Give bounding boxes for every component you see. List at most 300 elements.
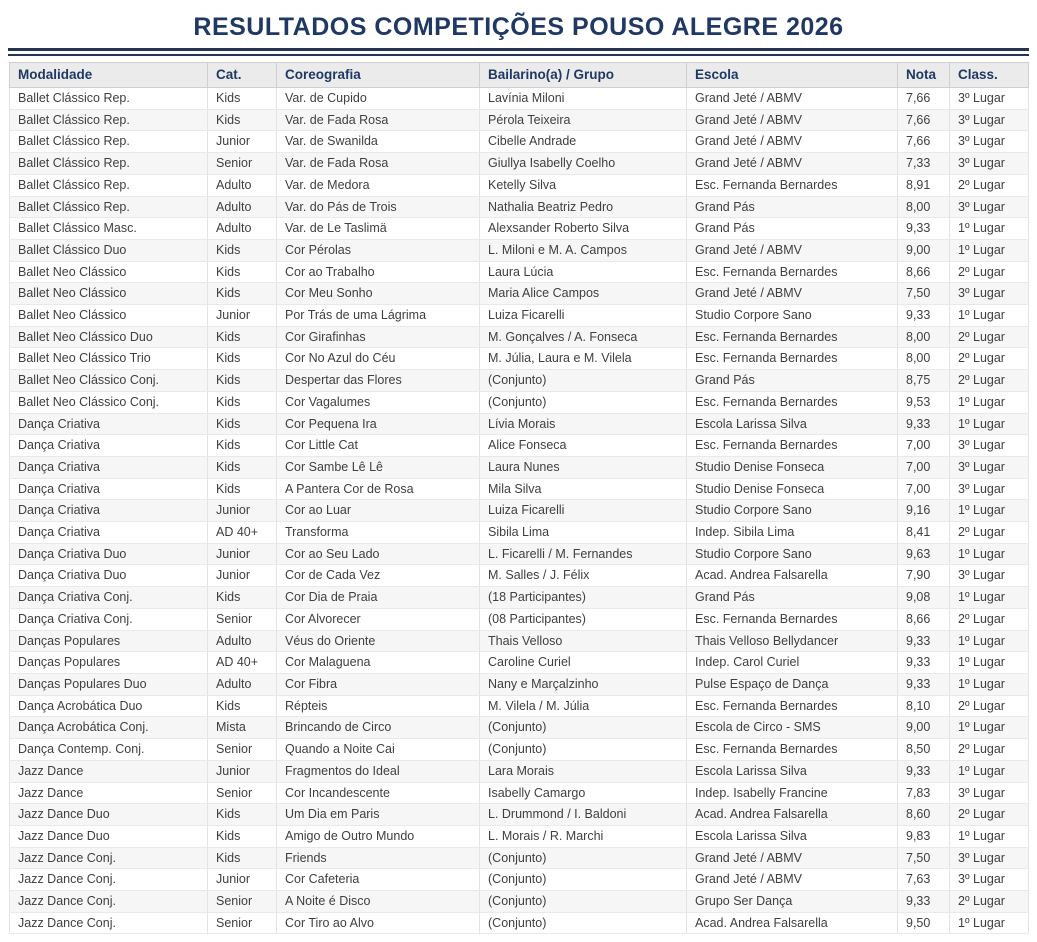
- cell-class: 1º Lugar: [950, 218, 1029, 240]
- table-row: [10, 825, 1029, 847]
- cell-coreografia: Répteis: [277, 695, 480, 717]
- cell-class: 1º Lugar: [950, 652, 1029, 674]
- cell-bailarino: L. Drummond / I. Baldoni: [480, 804, 687, 826]
- column-header-coreografia: Coreografia: [277, 63, 480, 88]
- cell-modalidade: Ballet Clássico Rep.: [10, 131, 208, 153]
- cell-modalidade: Jazz Dance: [10, 760, 208, 782]
- table-row: [10, 456, 1029, 478]
- cell-modalidade: Ballet Neo Clássico Conj.: [10, 391, 208, 413]
- cell-cat: Kids: [208, 825, 277, 847]
- cell-cat: Kids: [208, 370, 277, 392]
- table-row: [10, 370, 1029, 392]
- cell-cat: Senior: [208, 912, 277, 934]
- cell-coreografia: Cor Dia de Praia: [277, 587, 480, 609]
- cell-class: 1º Lugar: [950, 825, 1029, 847]
- table-row: [10, 760, 1029, 782]
- cell-coreografia: Transforma: [277, 522, 480, 544]
- cell-modalidade: Dança Criativa: [10, 456, 208, 478]
- cell-modalidade: Jazz Dance Conj.: [10, 847, 208, 869]
- cell-class: 3º Lugar: [950, 131, 1029, 153]
- cell-escola: Escola Larissa Silva: [687, 760, 898, 782]
- cell-coreografia: Brincando de Circo: [277, 717, 480, 739]
- cell-cat: Kids: [208, 283, 277, 305]
- cell-modalidade: Jazz Dance Duo: [10, 825, 208, 847]
- cell-class: 2º Lugar: [950, 891, 1029, 913]
- cell-bailarino: Isabelly Camargo: [480, 782, 687, 804]
- cell-bailarino: Nathalia Beatriz Pedro: [480, 196, 687, 218]
- cell-class: 1º Lugar: [950, 239, 1029, 261]
- cell-class: 2º Lugar: [950, 261, 1029, 283]
- cell-nota: 8,60: [898, 804, 950, 826]
- title-divider: [8, 48, 1029, 56]
- cell-coreografia: Cor Vagalumes: [277, 391, 480, 413]
- table-row: [10, 522, 1029, 544]
- cell-cat: Senior: [208, 739, 277, 761]
- cell-bailarino: M. Júlia, Laura e M. Vilela: [480, 348, 687, 370]
- cell-bailarino: M. Salles / J. Félix: [480, 565, 687, 587]
- table-row: [10, 109, 1029, 131]
- cell-coreografia: Cor ao Luar: [277, 500, 480, 522]
- cell-modalidade: Dança Criativa Duo: [10, 543, 208, 565]
- cell-coreografia: Var. do Pás de Trois: [277, 196, 480, 218]
- cell-nota: 7,63: [898, 869, 950, 891]
- cell-escola: Grand Pás: [687, 587, 898, 609]
- cell-coreografia: Cor No Azul do Céu: [277, 348, 480, 370]
- cell-escola: Studio Corpore Sano: [687, 500, 898, 522]
- table-row: [10, 478, 1029, 500]
- cell-escola: Esc. Fernanda Bernardes: [687, 435, 898, 457]
- cell-bailarino: (Conjunto): [480, 739, 687, 761]
- cell-modalidade: Ballet Neo Clássico Duo: [10, 326, 208, 348]
- cell-cat: Adulto: [208, 174, 277, 196]
- cell-modalidade: Ballet Clássico Masc.: [10, 218, 208, 240]
- table-row: [10, 891, 1029, 913]
- cell-class: 3º Lugar: [950, 435, 1029, 457]
- cell-escola: Acad. Andrea Falsarella: [687, 565, 898, 587]
- table-row: [10, 565, 1029, 587]
- cell-modalidade: Dança Criativa Conj.: [10, 587, 208, 609]
- table-row: [10, 305, 1029, 327]
- cell-coreografia: Cor Alvorecer: [277, 608, 480, 630]
- cell-cat: Junior: [208, 305, 277, 327]
- cell-class: 1º Lugar: [950, 543, 1029, 565]
- cell-class: 1º Lugar: [950, 912, 1029, 934]
- cell-coreografia: Friends: [277, 847, 480, 869]
- cell-class: 3º Lugar: [950, 283, 1029, 305]
- cell-class: 3º Lugar: [950, 565, 1029, 587]
- cell-modalidade: Jazz Dance: [10, 782, 208, 804]
- column-header-class: Class.: [950, 63, 1029, 88]
- cell-coreografia: Cor Sambe Lê Lê: [277, 456, 480, 478]
- cell-coreografia: Cor ao Seu Lado: [277, 543, 480, 565]
- cell-class: 3º Lugar: [950, 782, 1029, 804]
- cell-nota: 9,33: [898, 413, 950, 435]
- table-row: [10, 131, 1029, 153]
- cell-class: 2º Lugar: [950, 608, 1029, 630]
- table-row: [10, 630, 1029, 652]
- cell-nota: 7,66: [898, 109, 950, 131]
- cell-escola: Esc. Fernanda Bernardes: [687, 739, 898, 761]
- table-row: [10, 673, 1029, 695]
- cell-coreografia: Cor Pérolas: [277, 239, 480, 261]
- table-row: [10, 196, 1029, 218]
- cell-bailarino: Thais Velloso: [480, 630, 687, 652]
- cell-coreografia: Cor Malaguena: [277, 652, 480, 674]
- cell-cat: Kids: [208, 456, 277, 478]
- cell-escola: Indep. Isabelly Francine: [687, 782, 898, 804]
- cell-nota: 7,66: [898, 131, 950, 153]
- cell-modalidade: Ballet Clássico Rep.: [10, 109, 208, 131]
- table-row: [10, 153, 1029, 175]
- cell-bailarino: Maria Alice Campos: [480, 283, 687, 305]
- cell-cat: Senior: [208, 891, 277, 913]
- cell-class: 2º Lugar: [950, 739, 1029, 761]
- cell-class: 3º Lugar: [950, 478, 1029, 500]
- cell-nota: 9,83: [898, 825, 950, 847]
- table-row: [10, 218, 1029, 240]
- cell-modalidade: Ballet Clássico Duo: [10, 239, 208, 261]
- cell-modalidade: Ballet Clássico Rep.: [10, 174, 208, 196]
- cell-bailarino: Lívia Morais: [480, 413, 687, 435]
- cell-class: 2º Lugar: [950, 370, 1029, 392]
- cell-bailarino: (Conjunto): [480, 891, 687, 913]
- cell-modalidade: Ballet Neo Clássico Trio: [10, 348, 208, 370]
- cell-nota: 8,75: [898, 370, 950, 392]
- cell-cat: Kids: [208, 261, 277, 283]
- cell-coreografia: Por Trás de uma Lágrima: [277, 305, 480, 327]
- cell-escola: Esc. Fernanda Bernardes: [687, 348, 898, 370]
- cell-escola: Studio Corpore Sano: [687, 543, 898, 565]
- column-header-nota: Nota: [898, 63, 950, 88]
- cell-bailarino: M. Vilela / M. Júlia: [480, 695, 687, 717]
- cell-class: 2º Lugar: [950, 522, 1029, 544]
- cell-escola: Grand Jeté / ABMV: [687, 283, 898, 305]
- cell-nota: 9,33: [898, 218, 950, 240]
- table-header-row: [10, 63, 1029, 88]
- cell-cat: Junior: [208, 760, 277, 782]
- cell-nota: 7,50: [898, 283, 950, 305]
- table-row: [10, 717, 1029, 739]
- cell-class: 2º Lugar: [950, 326, 1029, 348]
- cell-bailarino: Luiza Ficarelli: [480, 305, 687, 327]
- table-row: [10, 869, 1029, 891]
- cell-cat: Kids: [208, 847, 277, 869]
- cell-class: 1º Lugar: [950, 413, 1029, 435]
- cell-nota: 7,00: [898, 435, 950, 457]
- cell-escola: Grand Jeté / ABMV: [687, 847, 898, 869]
- cell-nota: 9,33: [898, 760, 950, 782]
- page-title: RESULTADOS COMPETIÇÕES POUSO ALEGRE 2026: [193, 13, 844, 41]
- table-row: [10, 88, 1029, 110]
- cell-cat: Mista: [208, 717, 277, 739]
- table-row: [10, 326, 1029, 348]
- cell-class: 3º Lugar: [950, 847, 1029, 869]
- cell-bailarino: Laura Nunes: [480, 456, 687, 478]
- cell-nota: 9,53: [898, 391, 950, 413]
- cell-bailarino: M. Gonçalves / A. Fonseca: [480, 326, 687, 348]
- column-header-bailarino: Bailarino(a) / Grupo: [480, 63, 687, 88]
- cell-bailarino: Laura Lúcia: [480, 261, 687, 283]
- cell-coreografia: Var. de Le Taslimä: [277, 218, 480, 240]
- cell-escola: Escola Larissa Silva: [687, 825, 898, 847]
- cell-bailarino: (Conjunto): [480, 847, 687, 869]
- cell-escola: Grand Jeté / ABMV: [687, 153, 898, 175]
- cell-cat: Junior: [208, 565, 277, 587]
- cell-nota: 7,00: [898, 478, 950, 500]
- cell-modalidade: Dança Acrobática Conj.: [10, 717, 208, 739]
- cell-bailarino: Luiza Ficarelli: [480, 500, 687, 522]
- cell-class: 2º Lugar: [950, 348, 1029, 370]
- cell-nota: 8,66: [898, 261, 950, 283]
- table-row: [10, 847, 1029, 869]
- table-row: [10, 912, 1029, 934]
- cell-bailarino: Giullya Isabelly Coelho: [480, 153, 687, 175]
- cell-cat: Kids: [208, 326, 277, 348]
- cell-cat: Kids: [208, 413, 277, 435]
- cell-nota: 8,10: [898, 695, 950, 717]
- cell-cat: Senior: [208, 153, 277, 175]
- cell-coreografia: Quando a Noite Cai: [277, 739, 480, 761]
- cell-cat: Junior: [208, 500, 277, 522]
- cell-class: 3º Lugar: [950, 88, 1029, 110]
- table-row: [10, 435, 1029, 457]
- cell-nota: 7,00: [898, 456, 950, 478]
- cell-class: 1º Lugar: [950, 673, 1029, 695]
- cell-coreografia: Var. de Medora: [277, 174, 480, 196]
- cell-cat: Kids: [208, 239, 277, 261]
- cell-bailarino: (08 Participantes): [480, 608, 687, 630]
- cell-nota: 9,33: [898, 891, 950, 913]
- cell-escola: Acad. Andrea Falsarella: [687, 912, 898, 934]
- cell-escola: Esc. Fernanda Bernardes: [687, 326, 898, 348]
- cell-modalidade: Ballet Clássico Rep.: [10, 153, 208, 175]
- cell-escola: Grand Pás: [687, 370, 898, 392]
- cell-cat: Senior: [208, 608, 277, 630]
- cell-nota: 8,00: [898, 348, 950, 370]
- cell-modalidade: Dança Criativa: [10, 500, 208, 522]
- results-table: [9, 62, 1029, 934]
- cell-cat: Adulto: [208, 630, 277, 652]
- cell-nota: 7,90: [898, 565, 950, 587]
- cell-escola: Escola Larissa Silva: [687, 413, 898, 435]
- cell-nota: 7,50: [898, 847, 950, 869]
- cell-cat: Kids: [208, 695, 277, 717]
- cell-nota: 9,50: [898, 912, 950, 934]
- cell-coreografia: Var. de Fada Rosa: [277, 153, 480, 175]
- cell-class: 1º Lugar: [950, 630, 1029, 652]
- cell-nota: 8,00: [898, 196, 950, 218]
- cell-coreografia: A Noite é Disco: [277, 891, 480, 913]
- cell-coreografia: Cor Pequena Ira: [277, 413, 480, 435]
- cell-coreografia: Var. de Fada Rosa: [277, 109, 480, 131]
- table-row: [10, 348, 1029, 370]
- cell-modalidade: Dança Criativa: [10, 522, 208, 544]
- cell-nota: 9,33: [898, 305, 950, 327]
- table-row: [10, 608, 1029, 630]
- cell-coreografia: Cor Little Cat: [277, 435, 480, 457]
- cell-cat: Adulto: [208, 196, 277, 218]
- cell-nota: 9,33: [898, 652, 950, 674]
- table-row: [10, 391, 1029, 413]
- cell-bailarino: L. Morais / R. Marchi: [480, 825, 687, 847]
- cell-modalidade: Dança Criativa: [10, 413, 208, 435]
- cell-bailarino: Nany e Marçalzinho: [480, 673, 687, 695]
- cell-cat: Kids: [208, 587, 277, 609]
- cell-escola: Grand Jeté / ABMV: [687, 239, 898, 261]
- cell-class: 3º Lugar: [950, 109, 1029, 131]
- table-row: [10, 587, 1029, 609]
- cell-class: 1º Lugar: [950, 717, 1029, 739]
- cell-bailarino: Cibelle Andrade: [480, 131, 687, 153]
- cell-bailarino: (Conjunto): [480, 370, 687, 392]
- table-row: [10, 413, 1029, 435]
- cell-coreografia: Cor Incandescente: [277, 782, 480, 804]
- cell-escola: Studio Denise Fonseca: [687, 456, 898, 478]
- table-row: [10, 261, 1029, 283]
- cell-modalidade: Danças Populares Duo: [10, 673, 208, 695]
- cell-escola: Grand Pás: [687, 196, 898, 218]
- cell-cat: Junior: [208, 131, 277, 153]
- cell-coreografia: Véus do Oriente: [277, 630, 480, 652]
- cell-coreografia: Var. de Swanilda: [277, 131, 480, 153]
- cell-nota: 7,83: [898, 782, 950, 804]
- cell-bailarino: L. Ficarelli / M. Fernandes: [480, 543, 687, 565]
- column-header-escola: Escola: [687, 63, 898, 88]
- cell-cat: Kids: [208, 478, 277, 500]
- cell-class: 1º Lugar: [950, 760, 1029, 782]
- cell-nota: 9,00: [898, 717, 950, 739]
- cell-class: 3º Lugar: [950, 869, 1029, 891]
- cell-escola: Pulse Espaço de Dança: [687, 673, 898, 695]
- cell-cat: Kids: [208, 109, 277, 131]
- cell-nota: 8,50: [898, 739, 950, 761]
- cell-nota: 7,66: [898, 88, 950, 110]
- cell-nota: 9,00: [898, 239, 950, 261]
- cell-cat: Kids: [208, 804, 277, 826]
- cell-escola: Esc. Fernanda Bernardes: [687, 261, 898, 283]
- cell-cat: Adulto: [208, 218, 277, 240]
- cell-cat: AD 40+: [208, 652, 277, 674]
- cell-nota: 8,66: [898, 608, 950, 630]
- cell-cat: Kids: [208, 88, 277, 110]
- cell-escola: Grand Jeté / ABMV: [687, 869, 898, 891]
- table-row: [10, 804, 1029, 826]
- column-header-cat: Cat.: [208, 63, 277, 88]
- cell-modalidade: Ballet Neo Clássico: [10, 261, 208, 283]
- cell-class: 3º Lugar: [950, 153, 1029, 175]
- cell-coreografia: Amigo de Outro Mundo: [277, 825, 480, 847]
- cell-escola: Thais Velloso Bellydancer: [687, 630, 898, 652]
- cell-modalidade: Dança Acrobática Duo: [10, 695, 208, 717]
- cell-nota: 7,33: [898, 153, 950, 175]
- cell-coreografia: Cor Cafeteria: [277, 869, 480, 891]
- cell-modalidade: Dança Contemp. Conj.: [10, 739, 208, 761]
- cell-nota: 9,16: [898, 500, 950, 522]
- table-row: [10, 695, 1029, 717]
- cell-nota: 9,33: [898, 630, 950, 652]
- cell-cat: Kids: [208, 435, 277, 457]
- cell-modalidade: Dança Criativa Conj.: [10, 608, 208, 630]
- cell-coreografia: Cor Meu Sonho: [277, 283, 480, 305]
- cell-escola: Esc. Fernanda Bernardes: [687, 391, 898, 413]
- cell-escola: Grand Jeté / ABMV: [687, 88, 898, 110]
- cell-escola: Grand Pás: [687, 218, 898, 240]
- cell-modalidade: Ballet Clássico Rep.: [10, 196, 208, 218]
- cell-class: 1º Lugar: [950, 391, 1029, 413]
- cell-escola: Grand Jeté / ABMV: [687, 109, 898, 131]
- cell-escola: Studio Corpore Sano: [687, 305, 898, 327]
- cell-class: 2º Lugar: [950, 695, 1029, 717]
- cell-coreografia: Cor Tiro ao Alvo: [277, 912, 480, 934]
- cell-cat: Senior: [208, 782, 277, 804]
- cell-escola: Indep. Carol Curiel: [687, 652, 898, 674]
- cell-modalidade: Ballet Neo Clássico: [10, 283, 208, 305]
- cell-bailarino: (Conjunto): [480, 912, 687, 934]
- cell-class: 3º Lugar: [950, 456, 1029, 478]
- cell-coreografia: Cor Girafinhas: [277, 326, 480, 348]
- cell-nota: 9,08: [898, 587, 950, 609]
- cell-modalidade: Dança Criativa Duo: [10, 565, 208, 587]
- table-row: [10, 500, 1029, 522]
- cell-cat: Kids: [208, 391, 277, 413]
- cell-modalidade: Dança Criativa: [10, 478, 208, 500]
- cell-escola: Esc. Fernanda Bernardes: [687, 174, 898, 196]
- cell-modalidade: Ballet Neo Clássico: [10, 305, 208, 327]
- cell-cat: Junior: [208, 869, 277, 891]
- cell-bailarino: Alice Fonseca: [480, 435, 687, 457]
- cell-modalidade: Jazz Dance Conj.: [10, 912, 208, 934]
- cell-coreografia: Var. de Cupido: [277, 88, 480, 110]
- cell-modalidade: Danças Populares: [10, 630, 208, 652]
- cell-coreografia: Cor de Cada Vez: [277, 565, 480, 587]
- cell-bailarino: (Conjunto): [480, 869, 687, 891]
- cell-bailarino: (Conjunto): [480, 391, 687, 413]
- cell-cat: Kids: [208, 348, 277, 370]
- cell-escola: Escola de Circo - SMS: [687, 717, 898, 739]
- cell-class: 1º Lugar: [950, 587, 1029, 609]
- cell-bailarino: Ketelly Silva: [480, 174, 687, 196]
- cell-coreografia: Um Dia em Paris: [277, 804, 480, 826]
- cell-nota: 8,91: [898, 174, 950, 196]
- cell-class: 3º Lugar: [950, 196, 1029, 218]
- cell-modalidade: Dança Criativa: [10, 435, 208, 457]
- cell-escola: Acad. Andrea Falsarella: [687, 804, 898, 826]
- cell-modalidade: Danças Populares: [10, 652, 208, 674]
- cell-class: 2º Lugar: [950, 174, 1029, 196]
- cell-escola: Esc. Fernanda Bernardes: [687, 695, 898, 717]
- cell-modalidade: Jazz Dance Conj.: [10, 891, 208, 913]
- cell-nota: 8,41: [898, 522, 950, 544]
- cell-cat: AD 40+: [208, 522, 277, 544]
- table-row: [10, 652, 1029, 674]
- cell-nota: 9,63: [898, 543, 950, 565]
- cell-coreografia: Despertar das Flores: [277, 370, 480, 392]
- cell-escola: Grupo Ser Dança: [687, 891, 898, 913]
- cell-bailarino: Alexsander Roberto Silva: [480, 218, 687, 240]
- cell-modalidade: Jazz Dance Duo: [10, 804, 208, 826]
- table-row: [10, 174, 1029, 196]
- cell-bailarino: L. Miloni e M. A. Campos: [480, 239, 687, 261]
- cell-bailarino: Mila Silva: [480, 478, 687, 500]
- cell-bailarino: (18 Participantes): [480, 587, 687, 609]
- cell-escola: Esc. Fernanda Bernardes: [687, 608, 898, 630]
- cell-bailarino: (Conjunto): [480, 717, 687, 739]
- table-row: [10, 739, 1029, 761]
- cell-coreografia: Fragmentos do Ideal: [277, 760, 480, 782]
- cell-modalidade: Ballet Neo Clássico Conj.: [10, 370, 208, 392]
- cell-bailarino: Lara Morais: [480, 760, 687, 782]
- cell-escola: Indep. Sibila Lima: [687, 522, 898, 544]
